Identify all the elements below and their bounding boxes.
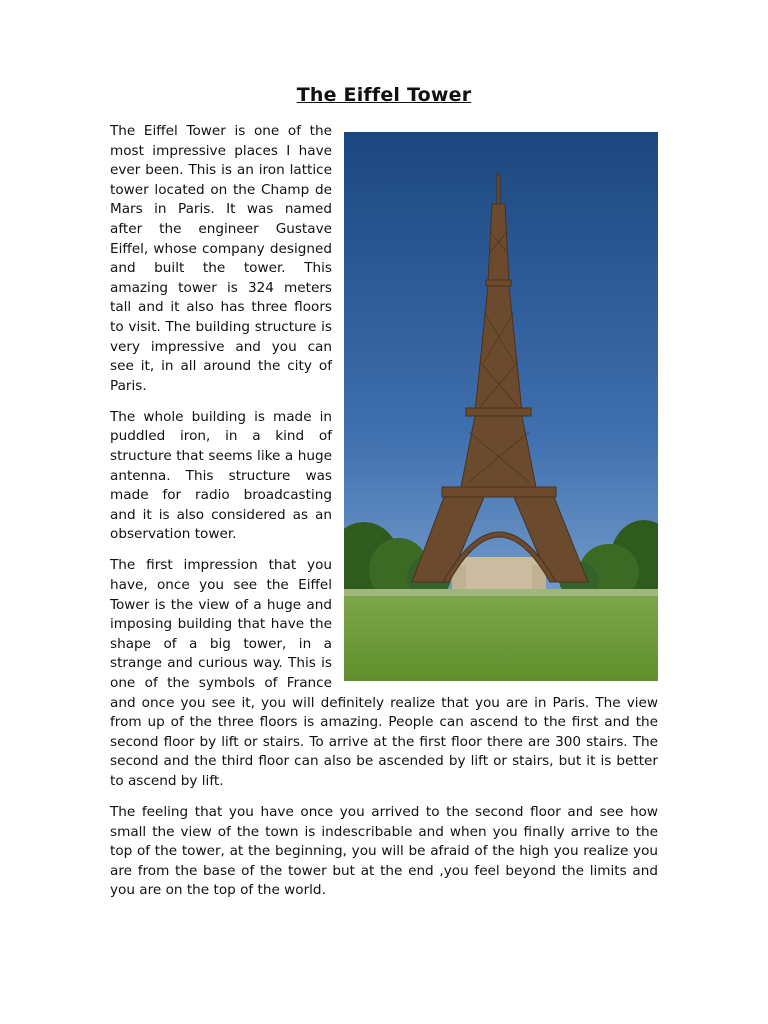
paragraph-4: The feeling that you have once you arrived to the second floor and see how small the view of the town is indescribable and when you finally arrive to the top of the tower, at the beginning, you will be afraid of the high you realize you are from the base of the tower but at the end ,you feel beyond the limits and you are on the top of the world. (110, 804, 658, 899)
paragraph-1: The Eiffel Tower is one of the most impressive places I have ever been. This is an iron lattice tower located on the Champ de Mars in Paris. It was named after the engineer Gustave Eiffel, whose company designed and built the tower. This amazing tower is 324 meters tall and it also has three floors to visit. The building structure is very impressive and you can see it, in all around the city of Paris. (110, 123, 332, 394)
paragraph-3: The first impression that you have, once you see the Eiffel Tower is the view of a huge and imposing building that have the shape of a big tower, in a strange and curious way. This is one of the symbols of France and once you see it, you will definitely realize that you are in Paris. The view from up of the three floors is amazing. People can ascend to the first and the second floor by lift or stairs. To arrive at the first floor there are 300 stairs. The second and the third floor can also be ascended by lift or stairs, but it is better to ascend by lift. (110, 557, 658, 789)
paragraph-2: The whole building is made in puddled iron, in a kind of structure that seems like a huge antenna. This structure was made for radio broadcasting and it is also considered as an observation tower. (110, 408, 332, 543)
eiffel-tower-photo (344, 132, 658, 681)
page-title: The Eiffel Tower (296, 84, 472, 106)
article-body (110, 122, 658, 913)
